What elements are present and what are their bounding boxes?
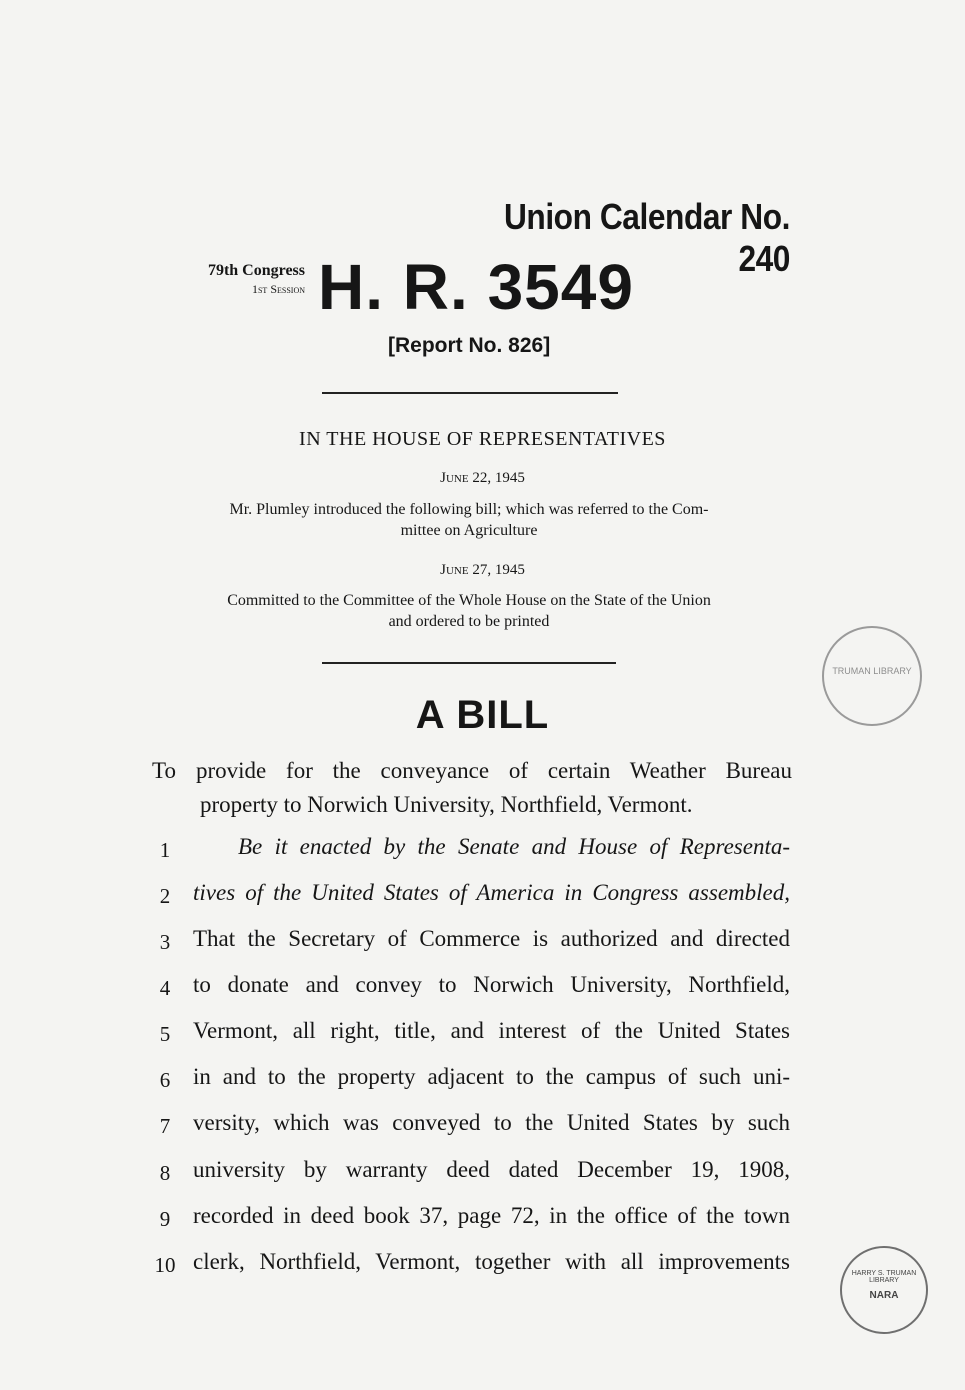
bill-line: versity, which was conveyed to the United States by such <box>193 1110 790 1135</box>
bill-line: clerk, Northfield, Vermont, together with all improvements <box>193 1249 790 1274</box>
bill-line: That the Secretary of Commerce is authorized and directed <box>193 926 790 951</box>
session-line: 1st Session <box>251 282 305 296</box>
bill-line: university by warranty deed dated December 19, 1908, <box>193 1157 790 1182</box>
library-stamp-upper <box>822 626 922 726</box>
line-number: 8 <box>159 1161 171 1185</box>
action-text-2-line2: and ordered to be printed <box>388 613 550 630</box>
action-date-2: June 27, 1945 <box>440 562 525 578</box>
line-number: 2 <box>159 884 171 908</box>
library-stamp-lower <box>840 1246 928 1334</box>
line-number: 9 <box>159 1207 171 1231</box>
congress-session <box>130 262 305 298</box>
line-number: 4 <box>159 976 171 1000</box>
line-number: 5 <box>159 1022 171 1046</box>
line-number: 10 <box>154 1253 176 1277</box>
house-heading: IN THE HOUSE OF REPRESENTATIVES <box>299 428 666 450</box>
report-number: [Report No. 826] <box>388 334 551 357</box>
title-to: To <box>152 758 176 783</box>
action-date-1: June 22, 1945 <box>440 470 525 486</box>
action-text-1-line2: mittee on Agriculture <box>400 522 538 539</box>
library-stamp-lower-text: HARRY S. TRUMAN LIBRARY <box>851 1270 917 1284</box>
line-number: 1 <box>159 838 171 862</box>
action-text-1 <box>148 499 790 541</box>
bill-number: H. R. 3549 <box>318 251 634 323</box>
action-text-2 <box>148 590 790 632</box>
nara-stamp-text: NARA <box>869 1290 899 1301</box>
title-line2: property to Norwich University, Northfield, Vermont. <box>200 792 693 817</box>
line-number: 6 <box>159 1068 171 1092</box>
a-bill-heading: A BILL <box>415 693 550 737</box>
line-number: 7 <box>159 1114 171 1138</box>
bill-line: Vermont, all right, title, and interest of the United States <box>193 1018 790 1043</box>
bill-line: Be it enacted by the Senate and House of Representa- <box>238 834 790 859</box>
line-number: 3 <box>159 930 171 954</box>
divider-rule <box>322 392 618 394</box>
bill-line: to donate and convey to Norwich University, Northfield, <box>193 972 790 997</box>
bill-line: recorded in deed book 37, page 72, in the office of the town <box>193 1203 790 1228</box>
divider-rule-2 <box>322 662 616 664</box>
title-line1: provide for the conveyance of certain Weather Bureau <box>196 758 792 783</box>
bill-line: tives of the United States of America in Congress assembled, <box>193 880 790 905</box>
action-text-1-line1: Mr. Plumley introduced the following bill; which was referred to the Com- <box>229 501 709 518</box>
bill-line: in and to the property adjacent to the campus of such uni- <box>193 1064 790 1089</box>
congress-line: 79th Congress <box>207 262 305 279</box>
action-text-2-line1: Committed to the Committee of the Whole House on the State of the Union <box>227 592 711 609</box>
union-calendar-number: Union Calendar No. 240 <box>503 196 790 279</box>
library-stamp-upper-text: TRUMAN LIBRARY <box>832 666 912 676</box>
